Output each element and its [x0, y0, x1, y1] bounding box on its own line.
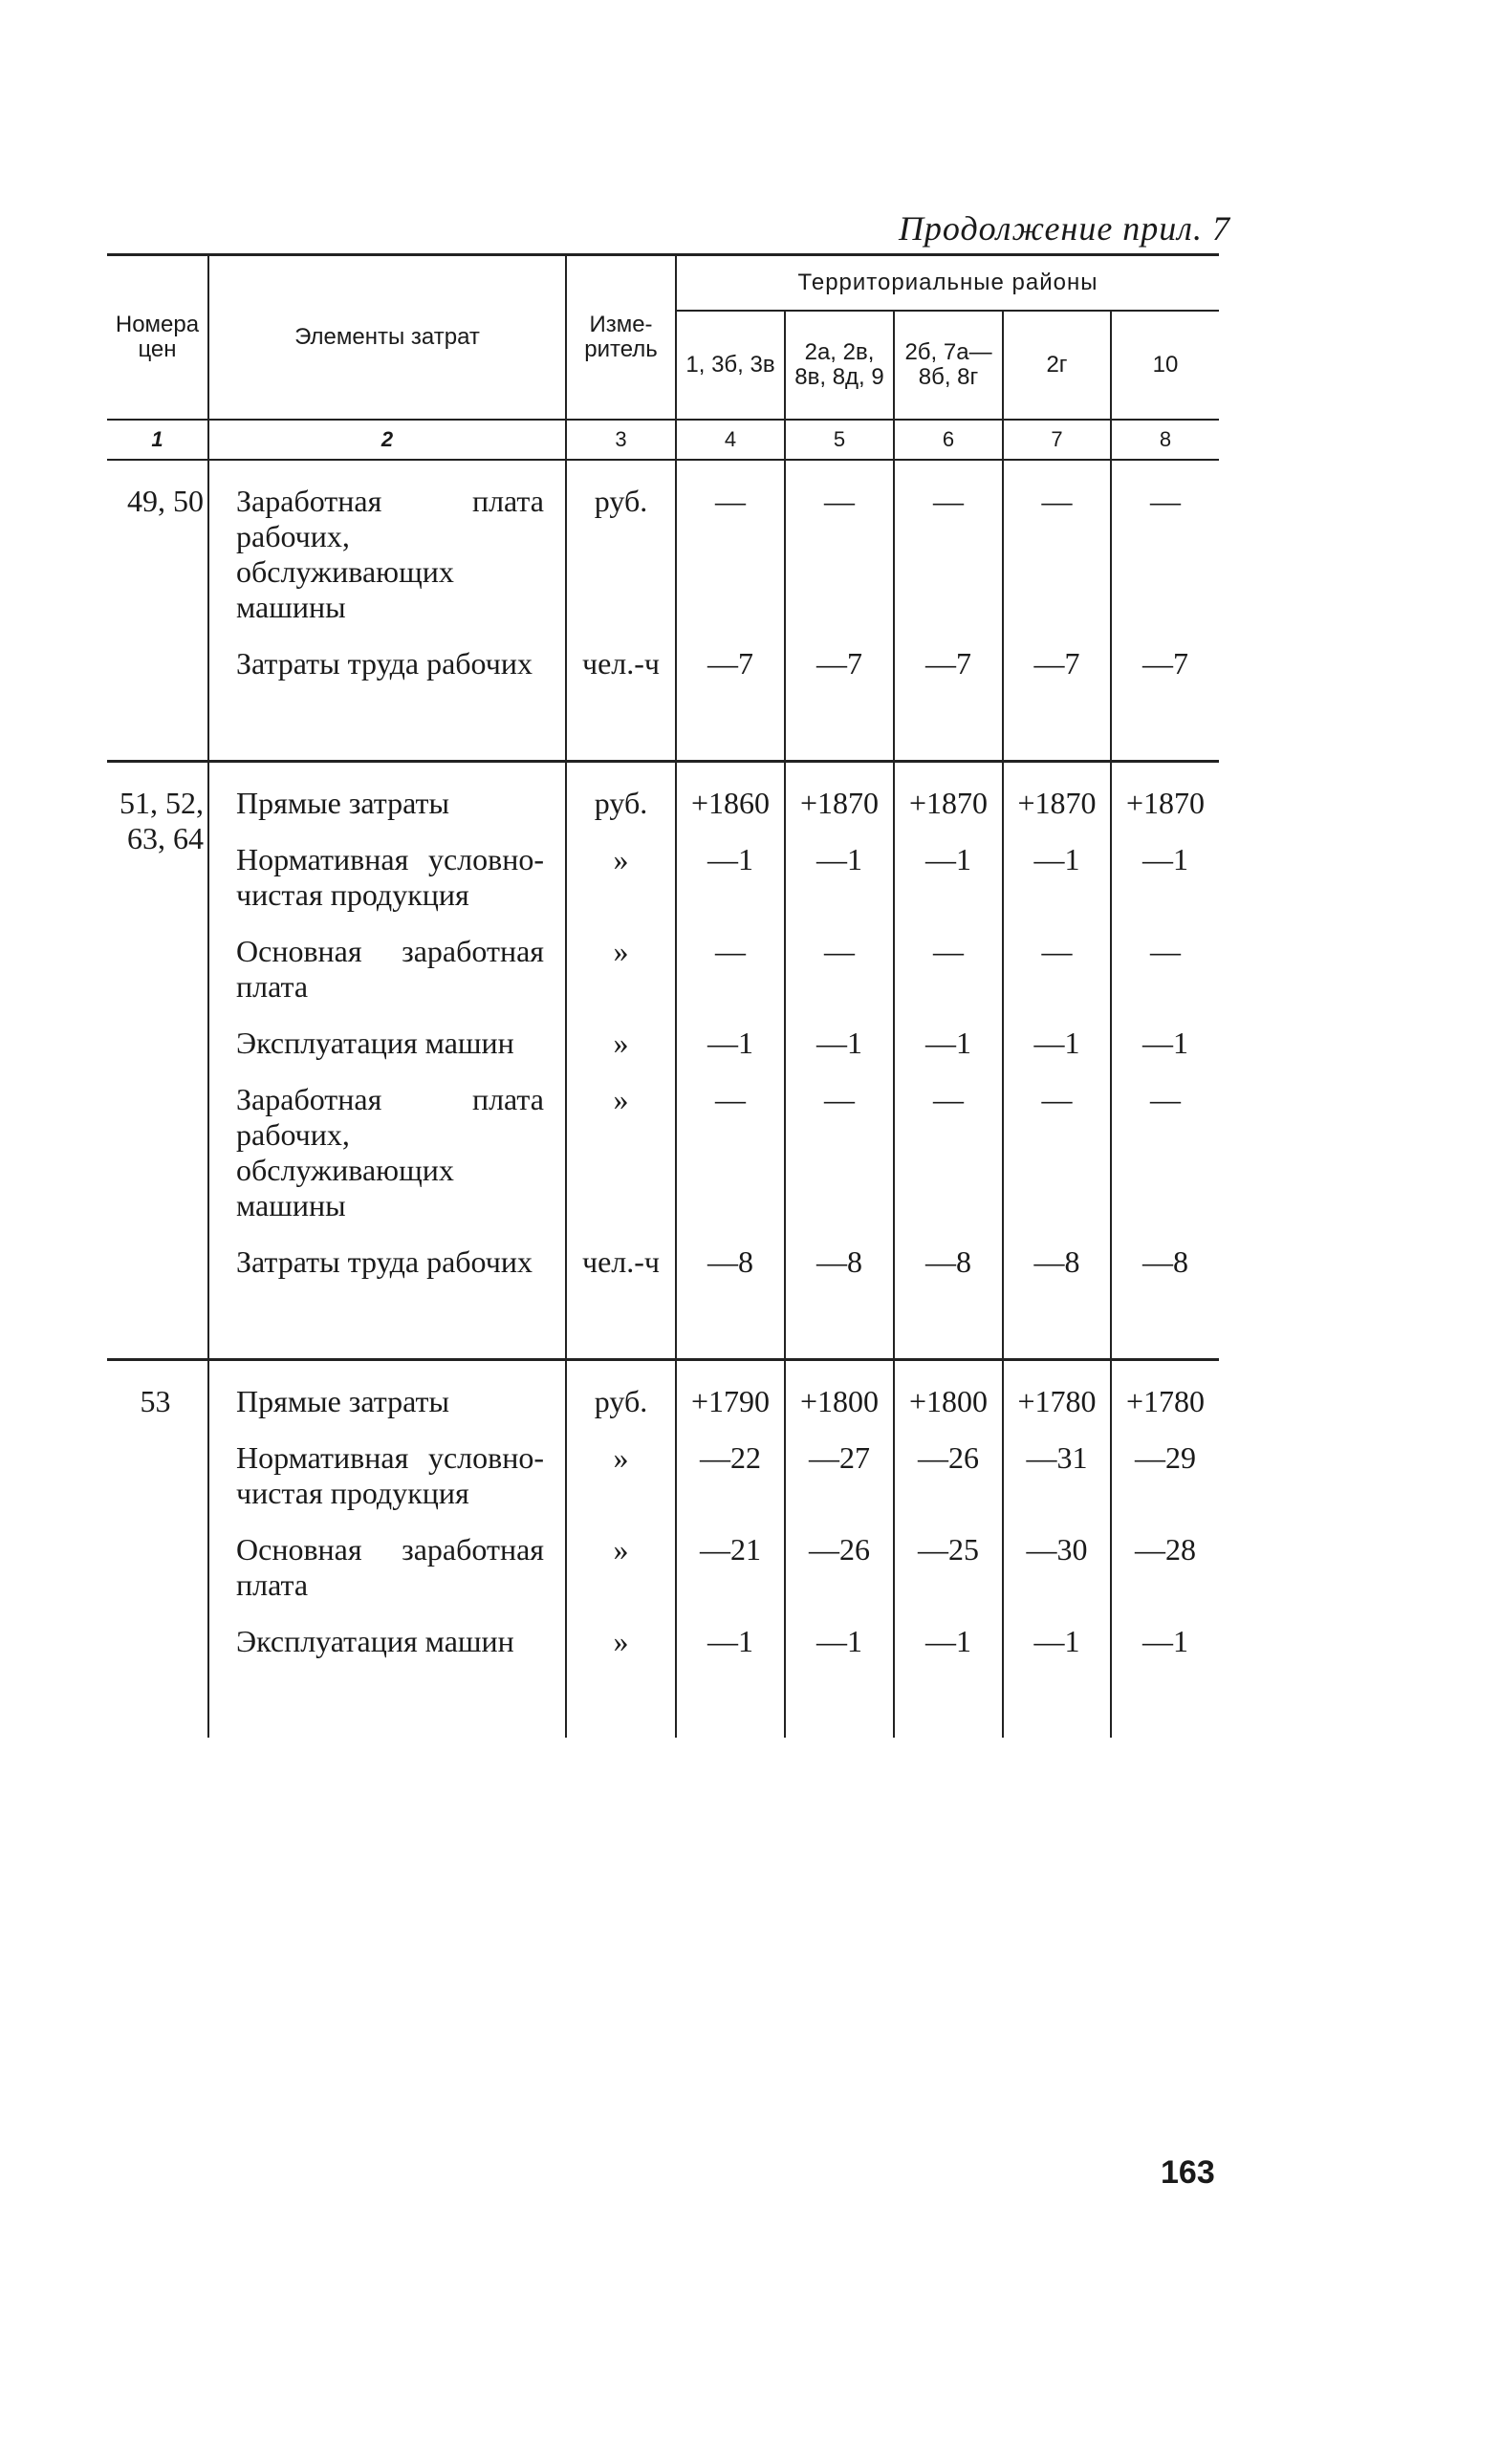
column-number: 8: [1111, 420, 1219, 460]
value-cell: —: [894, 934, 1003, 1026]
value-cell: —1: [1111, 1624, 1219, 1680]
element-label: Нормативная условно-чистая продукция: [208, 1440, 566, 1532]
value-cell: —1: [1111, 1026, 1219, 1082]
value-cell: —7: [894, 646, 1003, 702]
value-cell: +1870: [894, 786, 1003, 842]
value-cell: +1870: [1111, 786, 1219, 842]
value-cell: —: [1111, 934, 1219, 1026]
value-cell: —1: [785, 1624, 894, 1680]
header-territory-group: Территориальные районы: [676, 255, 1219, 312]
table-row: [107, 1532, 1219, 1624]
unit-label: »: [566, 1026, 676, 1082]
value-cell: —: [1111, 1082, 1219, 1244]
group-numbers: 51, 52, 63, 64: [120, 786, 204, 855]
table-row: [107, 934, 1219, 1026]
table-header: [107, 255, 1219, 461]
value-cell: —1: [676, 1026, 785, 1082]
element-label: Основная заработная плата: [208, 1532, 566, 1624]
column-number: 7: [1003, 420, 1111, 460]
value-cell: —28: [1111, 1532, 1219, 1624]
table-row: [107, 1440, 1219, 1532]
page-number: 163: [1161, 2154, 1215, 2191]
unit-label: »: [566, 1440, 676, 1532]
unit-label: руб.: [566, 1384, 676, 1440]
value-cell: —: [1003, 484, 1111, 646]
value-cell: —8: [1003, 1244, 1111, 1301]
header-region: 2а, 2в, 8в, 8д, 9: [785, 311, 894, 420]
table-row: [107, 786, 1219, 842]
value-cell: —8: [894, 1244, 1003, 1301]
element-label: Нормативная условно-чистая продукция: [208, 842, 566, 934]
value-cell: +1800: [894, 1384, 1003, 1440]
value-cell: +1780: [1003, 1384, 1111, 1440]
value-cell: —: [785, 484, 894, 646]
value-cell: —1: [1111, 842, 1219, 934]
table-row: [107, 646, 1219, 702]
element-label: Заработная плата рабочих, обслуживающих машины: [208, 484, 566, 646]
column-number: 2: [208, 420, 566, 460]
value-cell: —: [1003, 1082, 1111, 1244]
value-cell: —7: [1003, 646, 1111, 702]
value-cell: —: [1003, 934, 1111, 1026]
value-cell: —8: [1111, 1244, 1219, 1301]
unit-label: руб.: [566, 484, 676, 646]
value-cell: —1: [894, 1026, 1003, 1082]
element-label: Прямые затраты: [208, 786, 566, 842]
table-row: [107, 1624, 1219, 1680]
unit-label: чел.-ч: [566, 1244, 676, 1301]
header-elements: Элементы затрат: [208, 255, 566, 421]
value-cell: —25: [894, 1532, 1003, 1624]
header-region: 2б, 7а—8б, 8г: [894, 311, 1003, 420]
value-cell: —: [894, 1082, 1003, 1244]
value-cell: —8: [785, 1244, 894, 1301]
group-numbers: 49, 50: [127, 484, 204, 518]
table-row: [107, 1384, 1219, 1440]
value-cell: —1: [1003, 1026, 1111, 1082]
value-cell: —21: [676, 1532, 785, 1624]
value-cell: —7: [676, 646, 785, 702]
value-cell: —: [785, 934, 894, 1026]
value-cell: —: [676, 484, 785, 646]
unit-label: »: [566, 934, 676, 1026]
column-number: 3: [566, 420, 676, 460]
element-label: Заработная плата рабочих, обслуживающих машины: [208, 1082, 566, 1244]
header-unit: Изме-ритель: [566, 255, 676, 421]
value-cell: —1: [1003, 1624, 1111, 1680]
header-region: 1, 3б, 3в: [676, 311, 785, 420]
value-cell: —1: [676, 1624, 785, 1680]
table-row: [107, 1244, 1219, 1301]
element-label: Основная заработная плата: [208, 934, 566, 1026]
table-row: [107, 1026, 1219, 1082]
table-row: [107, 484, 1219, 646]
unit-label: »: [566, 1082, 676, 1244]
value-cell: —26: [785, 1532, 894, 1624]
value-cell: —1: [676, 842, 785, 934]
value-cell: +1790: [676, 1384, 785, 1440]
column-number: 4: [676, 420, 785, 460]
table-row: [107, 1082, 1219, 1244]
value-cell: —: [676, 1082, 785, 1244]
value-cell: —: [676, 934, 785, 1026]
unit-label: чел.-ч: [566, 646, 676, 702]
value-cell: —31: [1003, 1440, 1111, 1532]
element-label: Прямые затраты: [208, 1384, 566, 1440]
value-cell: —29: [1111, 1440, 1219, 1532]
value-cell: —: [894, 484, 1003, 646]
group-numbers: 53: [140, 1384, 171, 1418]
value-cell: —7: [785, 646, 894, 702]
value-cell: +1870: [1003, 786, 1111, 842]
value-cell: —1: [1003, 842, 1111, 934]
value-cell: —: [1111, 484, 1219, 646]
value-cell: +1800: [785, 1384, 894, 1440]
unit-label: руб.: [566, 786, 676, 842]
table-row: [107, 842, 1219, 934]
value-cell: —27: [785, 1440, 894, 1532]
value-cell: —1: [894, 1624, 1003, 1680]
header-region: 10: [1111, 311, 1219, 420]
value-cell: —7: [1111, 646, 1219, 702]
value-cell: —1: [894, 842, 1003, 934]
unit-label: »: [566, 1624, 676, 1680]
element-label: Эксплуатация машин: [208, 1026, 566, 1082]
column-number: 5: [785, 420, 894, 460]
table-group: [107, 460, 1219, 762]
value-cell: +1870: [785, 786, 894, 842]
table-group: [107, 762, 1219, 1360]
column-number: 1: [107, 420, 208, 460]
header-region: 2г: [1003, 311, 1111, 420]
value-cell: —1: [785, 842, 894, 934]
element-label: Эксплуатация машин: [208, 1624, 566, 1680]
value-cell: —8: [676, 1244, 785, 1301]
table-caption: Продолжение прил. 7: [898, 209, 1230, 248]
value-cell: —1: [785, 1026, 894, 1082]
column-number-row: [107, 420, 1219, 460]
header-number: Номера цен: [107, 255, 208, 421]
value-cell: —26: [894, 1440, 1003, 1532]
value-cell: +1780: [1111, 1384, 1219, 1440]
column-number: 6: [894, 420, 1003, 460]
element-label: Затраты труда рабочих: [208, 1244, 566, 1301]
value-cell: —30: [1003, 1532, 1111, 1624]
cost-table: [107, 253, 1219, 1738]
element-label: Затраты труда рабочих: [208, 646, 566, 702]
unit-label: »: [566, 842, 676, 934]
value-cell: —: [785, 1082, 894, 1244]
value-cell: —22: [676, 1440, 785, 1532]
value-cell: +1860: [676, 786, 785, 842]
table-group: [107, 1360, 1219, 1739]
unit-label: »: [566, 1532, 676, 1624]
